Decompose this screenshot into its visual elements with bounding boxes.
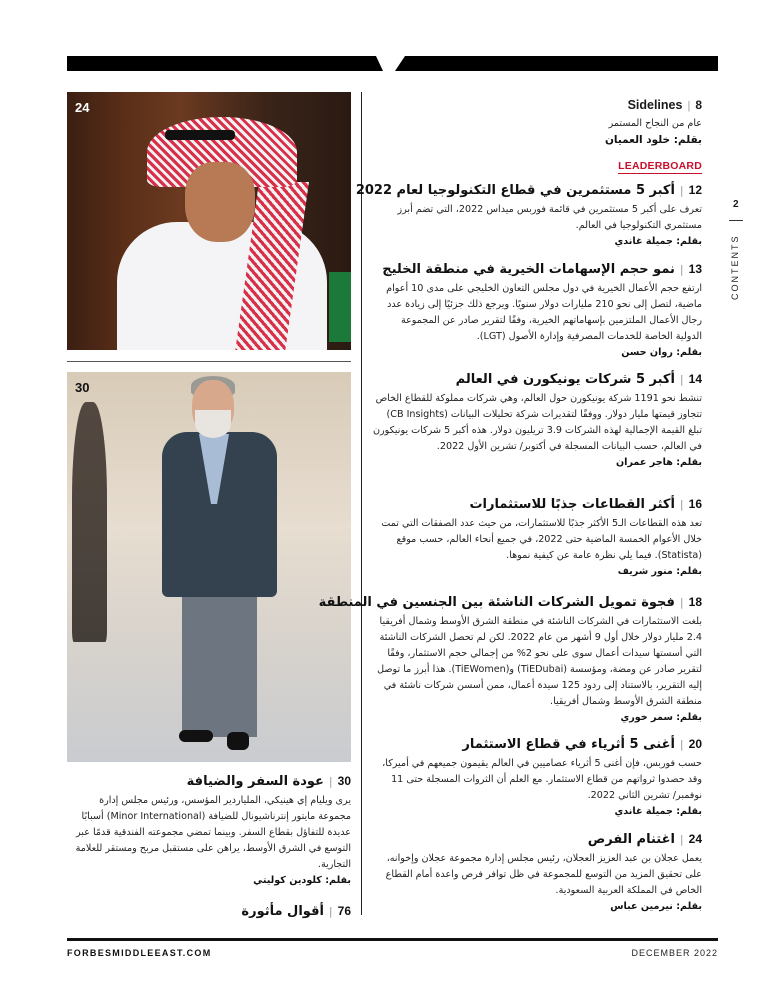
entry-byline: بقلم: كلودين كوليتي — [253, 875, 351, 886]
toc-entry[interactable] — [67, 772, 351, 889]
entry-subtitle: عام من النجاح المستمر — [608, 118, 702, 129]
photo-page-number: 24 — [75, 100, 90, 115]
entry-body: يرى ويليام إي هينيكي، الملياردير المؤسس، ورئيس مجلس إدارة مجموعة مايتور إنترناشيونال للضيافة (Minor International) أسبابًا عديدة للتفاؤل بقطاع السفر. وبينما تمضي مجموعته الفندقية قدمًا عبر التوسع في الشرق الأوسط، يراهن على مستقبل مربح ومستقر للعلامة التجارية. — [75, 795, 351, 870]
photo-heinecke — [67, 372, 351, 762]
sidelines-entry[interactable] — [372, 98, 702, 174]
entry-body: يعمل عجلان بن عبد العزيز العجلان، رئيس مجلس إدارة مجموعة عجلان وإخوانه، على تحقيق المزيد من التوسع للمجموعة في ظل توافر فرص واعدة أمام القطاع الخاص في المملكة العربية السعودية. — [385, 853, 702, 896]
header-bar-left — [67, 56, 383, 71]
photo-page-number: 30 — [75, 380, 90, 395]
entry-title: 12|أكبر 5 مستثمرين في قطاع التكنولوجيا لعام 2022 — [355, 183, 702, 198]
entry-byline: بقلم: منور شريف — [617, 566, 702, 577]
entry-title: 76|أقوال مأثورة — [241, 904, 351, 919]
face-shape — [185, 162, 255, 242]
entry-body: بلغت الاستثمارات في الشركات الناشئة في منطقة الشرق الأوسط وشمال أفريقيا 2.4 مليار دولار خلال أول 9 أشهر من عام 2022. لكن لم تحصل الشركات الناشئة التي أسستها سيدات أعمال سوى على نحو 2% من إجمالي حجم الاستثمار، وفقًا لتقرير صادر عن ومضة، ومؤسسة (TiEDubai) و(TiEWomen). هذا أبرز ما توصل إليه التقرير، بالاستناد إلى ردود 125 سيدة أعمال، ممن أسسن شركات ناشئة في منطقة الشرق الأوسط وشمال أفريقيا. — [377, 616, 702, 707]
entry-title: 24|اغتنام الفرص — [587, 832, 702, 847]
flag-decor — [329, 272, 351, 342]
footer-rule — [67, 938, 718, 941]
entry-body: تعرف على أكبر 5 مستثمرين في قائمة فوربس ميداس 2022، التي تضم أبرز مستثمري التكنولوجيا في العالم. — [397, 204, 702, 231]
contents-label: CONTENTS — [730, 234, 740, 300]
photo-divider — [67, 361, 351, 362]
entry-byline: بقلم: نيرمين عباس — [610, 901, 702, 912]
page-number-rule — [729, 220, 743, 221]
page-number: 2 — [733, 199, 739, 210]
toc-entry[interactable] — [372, 495, 702, 580]
toc-entry[interactable] — [67, 902, 351, 921]
toc-entry[interactable] — [372, 735, 702, 820]
column-divider — [361, 92, 362, 915]
entry-byline: بقلم: روان حسن — [621, 347, 702, 358]
entry-title: 14|أكبر 5 شركات يونيكورن في العالم — [455, 372, 702, 387]
entry-title: 18|فجوة تمويل الشركات الناشئة بين الجنسين في المنطقة — [318, 595, 702, 610]
entry-title: 16|أكثر القطاعات جذبًا للاستثمارات — [469, 497, 702, 512]
section-label-leaderboard: LEADERBOARD — [618, 160, 702, 172]
entry-byline: بقلم: جميلة غاندي — [614, 806, 702, 817]
entry-body: حسب فوربس، فإن أغنى 5 أثرياء عصاميين في العالم يقيمون جميعهم في أميركا، وقد حصدوا ثرواتهم من قطاع الاستثمار. مع العلم أن الثروات المسجلة حتى 11 نوفمبر/ تشرين الثاني 2022. — [382, 758, 702, 801]
toc-entry[interactable] — [372, 370, 702, 471]
agal-shape — [165, 130, 235, 140]
entry-title: 13|نمو حجم الإسهامات الخيرية في منطقة الخليج — [382, 262, 702, 277]
entry-body: تنشط نحو 1191 شركة يونيكورن حول العالم، وهي شركات مملوكة للقطاع الخاص تتجاوز قيمتها مليار دولار. ووفقًا لتقديرات شركة تحليلات البيانات (CB Insights) تبلغ القيمة الإجمالية لهذه الشركات 3.9 تريليون دولار. هذه أكبر 5 شركات يونيكورن في العالم، حسب البيانات المسجلة في أكتوبر/ تشرين الأول 2022. — [372, 393, 702, 452]
entry-byline: بقلم: خلود العميان — [604, 134, 702, 146]
header-bar-right — [395, 56, 718, 71]
toc-entry[interactable] — [372, 830, 702, 915]
shoe-shape — [227, 732, 249, 750]
photo-ajlan — [67, 92, 351, 350]
entry-body: ارتفع حجم الأعمال الخيرية في دول مجلس التعاون الخليجي على مدى 10 أعوام ماضية، لتصل إلى نحو 210 مليارات دولار سنويًا. ويرجع ذلك جزئيًا إلى زيادة عدد رجال الأعمال الملتزمين بإسهاماتهم الخيرية، وفقًا لتقرير صادر عن المجموعة الدولية الخاصة للخدمات المصرفية وإدارة الأصول (LGT). — [386, 283, 702, 342]
toc-entry[interactable] — [355, 181, 702, 250]
shoe-shape — [179, 730, 213, 742]
beard-shape — [195, 410, 231, 438]
footer-site[interactable]: FORBESMIDDLEEAST.COM — [67, 948, 212, 958]
bell-decor — [72, 402, 107, 642]
entry-byline: بقلم: هاجر عمران — [615, 457, 702, 468]
entry-title: 30|عودة السفر والضيافة — [186, 774, 351, 789]
entry-title: 20|أغنى 5 أثرياء في قطاع الاستثمار — [462, 737, 702, 752]
contents-tab — [730, 234, 744, 300]
entry-byline: بقلم: جميلة غاندي — [614, 236, 702, 247]
entry-byline: بقلم: سمر خوري — [620, 712, 702, 723]
entry-body: تعد هذه القطاعات الـ5 الأكثر جذبًا للاستثمارات، من حيث عدد الصفقات التي تمت خلال الأعوام الخمسة الماضية حتى 2022، في جميع أنحاء العالم، حسب موقع (Statista). فيما يلي نظرة عامة عن كيفية نموها. — [381, 518, 702, 561]
toc-entry[interactable] — [318, 593, 702, 726]
footer-issue-date: DECEMBER 2022 — [631, 948, 718, 958]
toc-entry[interactable] — [372, 260, 702, 361]
entry-title: Sidelines | 8 — [627, 98, 702, 112]
